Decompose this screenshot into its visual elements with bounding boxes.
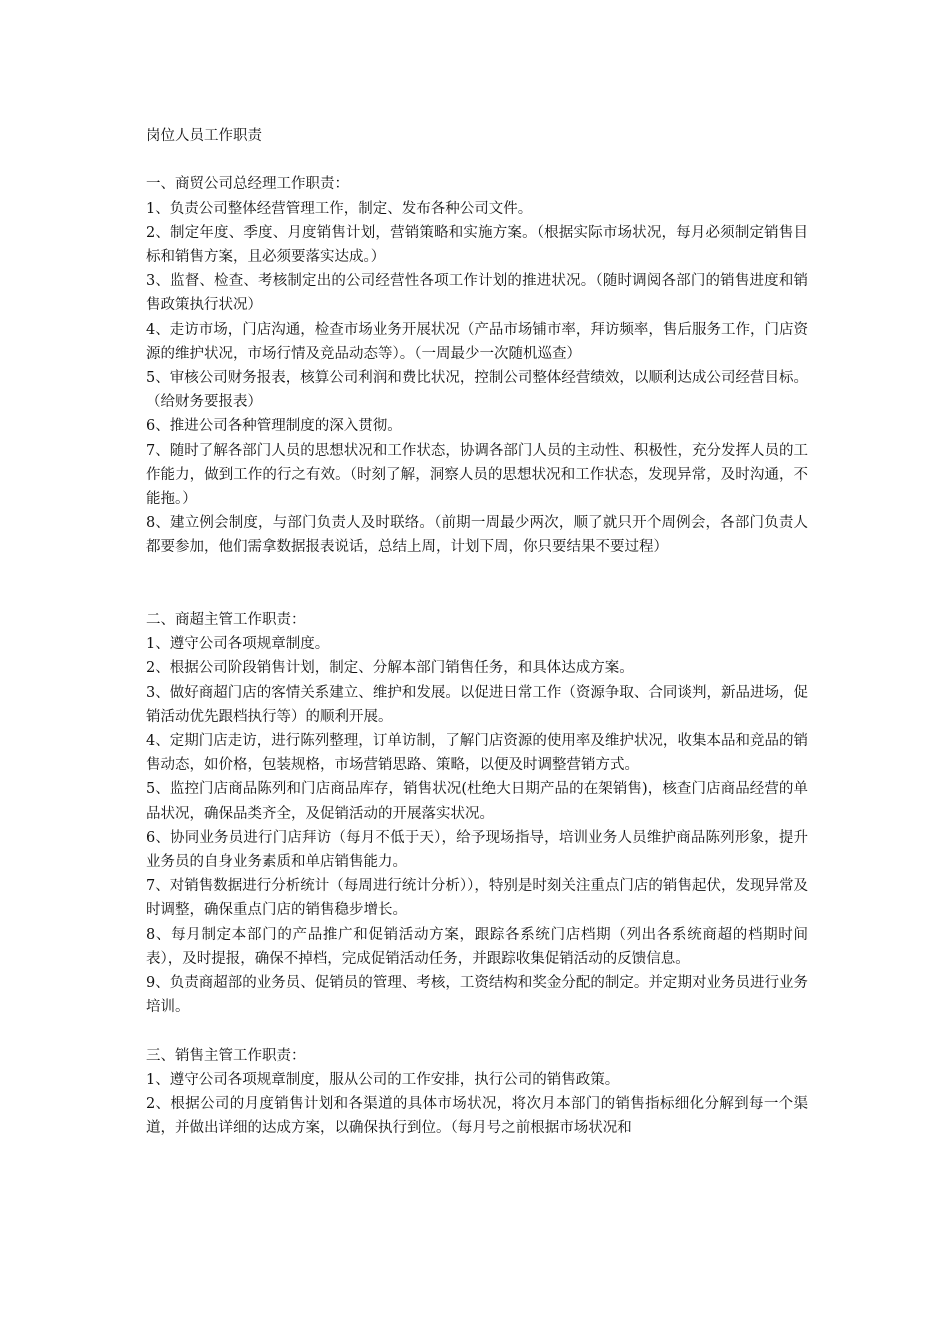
list-item: 1、负责公司整体经营管理工作，制定、发布各种公司文件。: [146, 200, 533, 217]
section-heading: 一、商贸公司总经理工作职责：: [146, 176, 349, 193]
list-item: 1、遵守公司各项规章制度。: [146, 636, 330, 653]
list-item: 3、监督、检查、考核制定出的公司经营性各项工作计划的推进状况。（随时调阅各部门的销售进度和销售政策执行状况）: [146, 273, 808, 314]
document-page: [146, 124, 808, 1140]
list-item: 4、走访市场，门店沟通，检查市场业务开展状况（产品市场铺市率，拜访频率，售后服务工作，门店资源的维护状况，市场行情及竞品动态等）。（一周最少一次随机巡查）: [146, 321, 808, 362]
list-item: 7、随时了解各部门人员的思想状况和工作状态，协调各部门人员的主动性、积极性，充分发挥人员的工作能力，做到工作的行之有效。（时刻了解，洞察人员的思想状况和工作状态，发现异常，及时沟通，不能拖。）: [146, 442, 808, 508]
list-item: 8、每月制定本部门的产品推广和促销活动方案，跟踪各系统门店档期（列出各系统商超的档期时间表），及时提报，确保不掉档，完成促销活动任务，并跟踪收集促销活动的反馈信息。: [146, 926, 808, 967]
document-title: 岗位人员工作职责: [146, 128, 262, 144]
list-item: 6、推进公司各种管理制度的深入贯彻。: [146, 418, 402, 435]
list-item: 2、制定年度、季度、月度销售计划，营销策略和实施方案。（根据实际市场状况，每月必须制定销售目标和销售方案，且必须要落实达成。）: [146, 224, 808, 265]
section-supermarket-supervisor: [146, 608, 808, 1019]
spacer: [146, 148, 808, 172]
list-item: 1、遵守公司各项规章制度，服从公司的工作安排，执行公司的销售政策。: [146, 1071, 620, 1088]
list-item: 2、根据公司的月度销售计划和各渠道的具体市场状况，将次月本部门的销售指标细化分解到每一个渠道，并做出详细的达成方案，以确保执行到位。（每月号之前根据市场状况和: [146, 1096, 808, 1137]
spacer: [146, 1019, 808, 1043]
list-item: 9、负责商超部的业务员、促销员的管理、考核，工资结构和奖金分配的制定。并定期对业务员进行业务培训。: [146, 975, 808, 1016]
spacer: [146, 560, 808, 608]
list-item: 2、根据公司阶段销售计划，制定、分解本部门销售任务，和具体达成方案。: [146, 660, 634, 677]
list-item: 4、定期门店走访，进行陈列整理，订单访制，了解门店资源的使用率及维护状况，收集本品和竞品的销售动态，如价格，包装规格，市场营销思路、策略，以便及时调整营销方式。: [146, 733, 808, 774]
list-item: 7、对销售数据进行分析统计（每周进行统计分析）），特别是时刻关注重点门店的销售起伏，发现异常及时调整，确保重点门店的销售稳步增长。: [146, 878, 808, 919]
list-item: 5、审核公司财务报表，核算公司利润和费比状况，控制公司整体经营绩效，以顺利达成公司经营目标。（给财务要报表）: [146, 370, 808, 411]
list-item: 3、做好商超门店的客情关系建立、维护和发展。以促进日常工作（资源争取、合同谈判，新品进场，促销活动优先跟档执行等）的顺利开展。: [146, 684, 808, 725]
list-item: 5、监控门店商品陈列和门店商品库存，销售状况(杜绝大日期产品的在架销售)，核查门店商品经营的单品状况，确保品类齐全，及促销活动的开展落实状况。: [146, 781, 808, 822]
section-heading: 二、商超主管工作职责：: [146, 612, 306, 629]
list-item: 8、建立例会制度，与部门负责人及时联络。（前期一周最少两次，顺了就只开个周例会，各部门负责人都要参加，他们需拿数据报表说话，总结上周，计划下周，你只要结果不要过程）: [146, 515, 808, 556]
list-item: 6、协同业务员进行门店拜访（每月不低于天），给予现场指导，培训业务人员维护商品陈列形象，提升业务员的自身业务素质和单店销售能力。: [146, 829, 808, 871]
section-heading: 三、销售主管工作职责：: [146, 1047, 306, 1064]
section-sales-supervisor: [146, 1044, 808, 1141]
section-general-manager: [146, 172, 808, 559]
